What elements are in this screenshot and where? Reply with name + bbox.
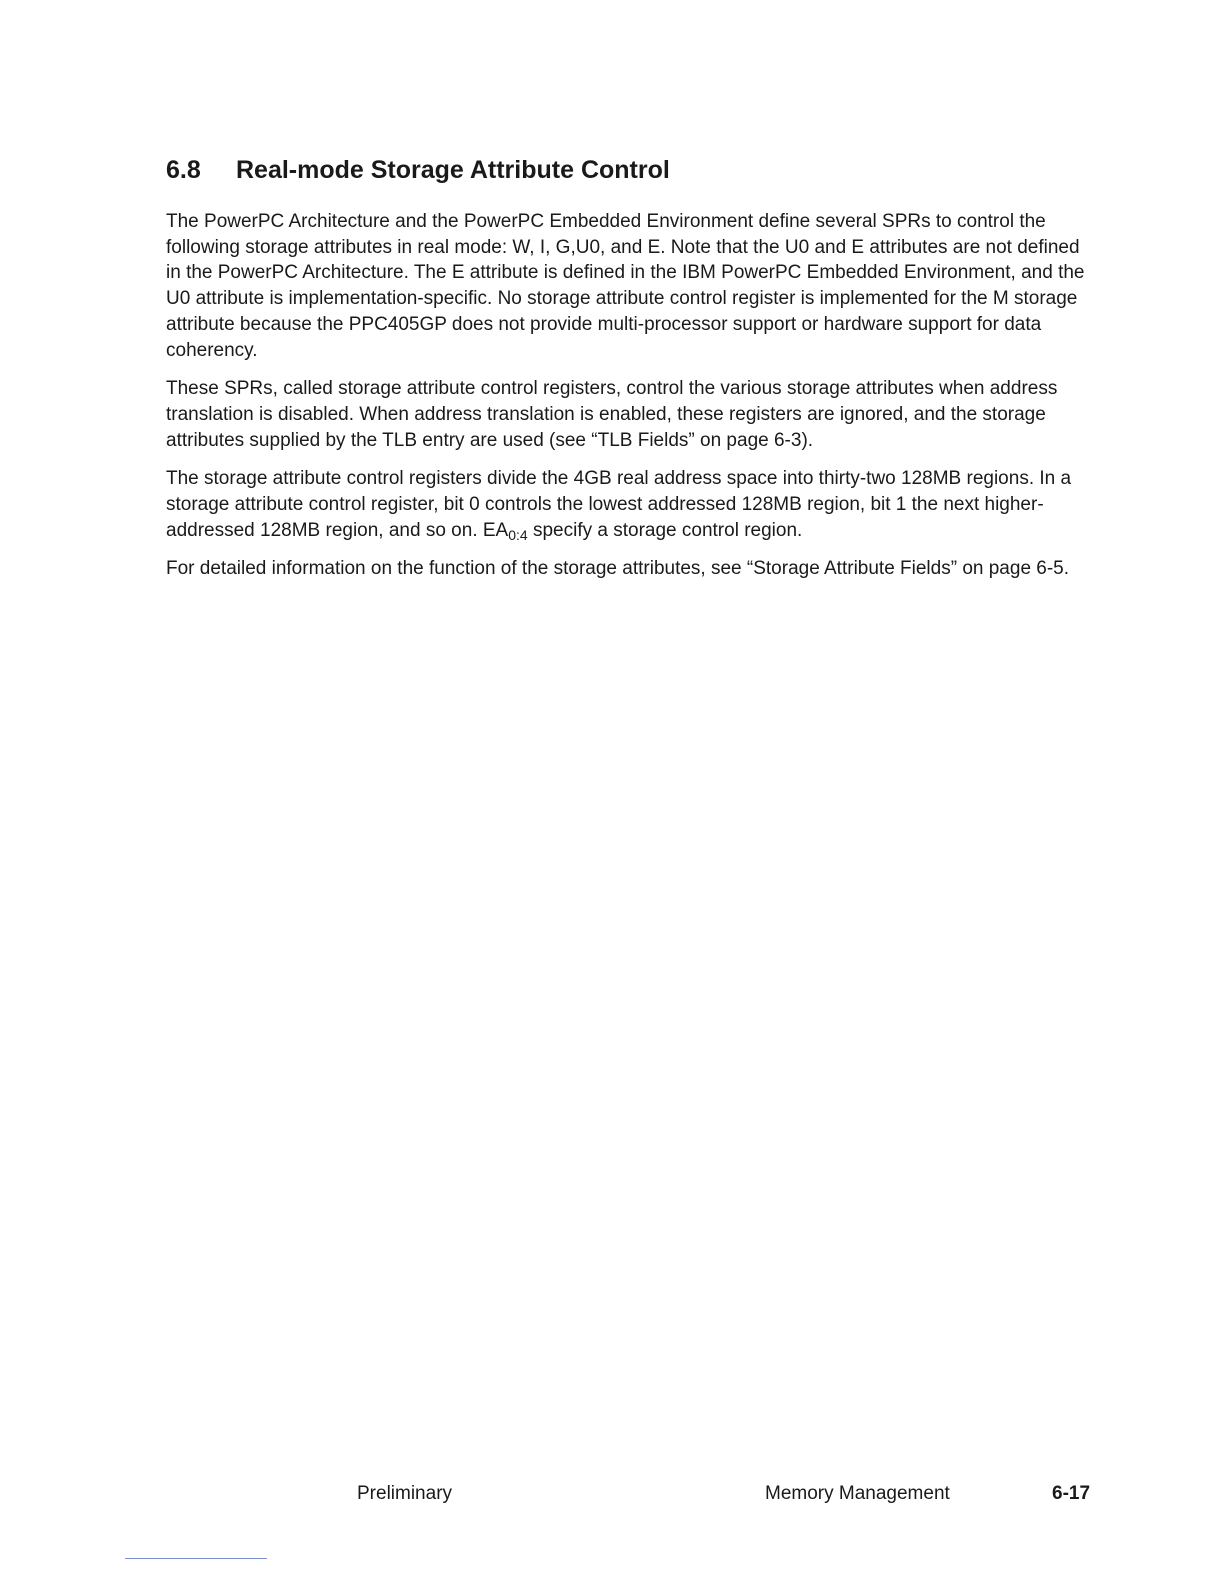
section-title: Real-mode Storage Attribute Control <box>236 156 670 184</box>
footer-page-number: 6-17 <box>1052 1483 1091 1504</box>
paragraph-reference: For detailed information on the function of the storage attributes, see “Storage Attribute Fields” on page 6-5. <box>166 558 1070 580</box>
section-heading <box>166 156 670 185</box>
section-number: 6.8 <box>166 156 201 184</box>
paragraph-regions <box>166 466 1091 543</box>
body-text <box>166 209 1091 595</box>
bottom-rule-line <box>125 1558 267 1559</box>
paragraph-intro: The PowerPC Architecture and the PowerPC Embedded Environment define several SPRs to control the following storage attributes in real mode: W, I, G,U0, and E. Note that the U0 and E attributes are not defined in the PowerPC Architecture. The E attribute is defined in the IBM PowerPC Embedded Environment, and the U0 attribute is implementation-specific. No storage attribute control register is implemented for the M storage attribute because the PPC405GP does not provide multi-processor support or hardware support for data coherency. <box>166 211 1085 361</box>
footer-status: Preliminary <box>357 1483 453 1504</box>
footer-chapter: Memory Management <box>765 1483 950 1504</box>
paragraph-regions-text: The storage attribute control registers divide the 4GB real address space into thirty-two 128MB regions. In a storage attribute control register, bit 0 controls the lowest addressed 128MB region, bit 1 the next higher-addressed 128MB region, and so on. EA <box>166 468 1072 541</box>
paragraph-translation: These SPRs, called storage attribute control registers, control the various storage attributes when address translation is disabled. When address translation is enabled, these registers are ignored, and the storage attributes supplied by the TLB entry are used (see “TLB Fields” on page 6-3). <box>166 378 1058 451</box>
subscript-ea-range: 0:4 <box>508 526 528 543</box>
paragraph-regions-tail: specify a storage control region. <box>527 519 803 541</box>
